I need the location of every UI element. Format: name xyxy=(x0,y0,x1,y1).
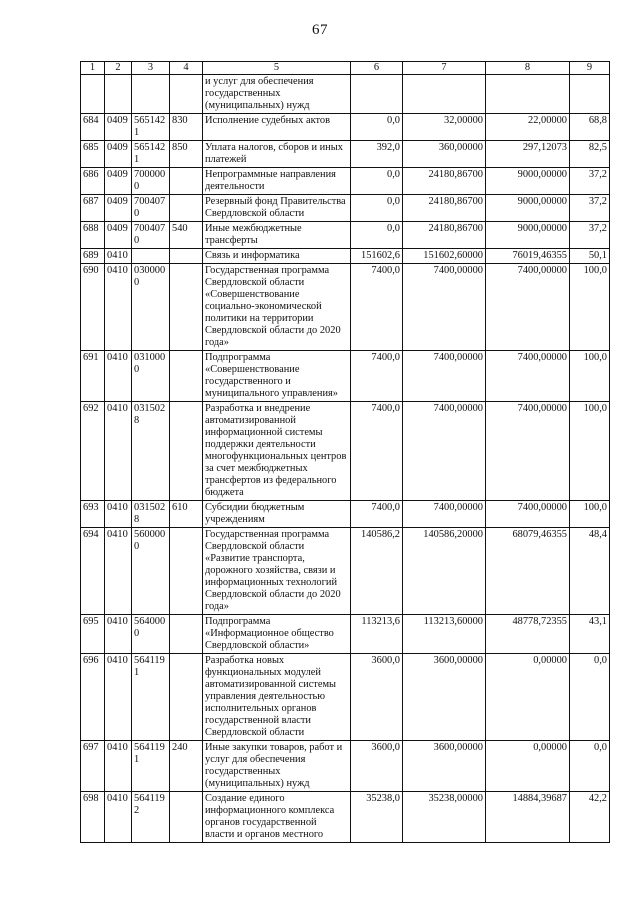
row-number: 694 xyxy=(81,528,105,615)
table-row xyxy=(81,741,610,792)
table-row xyxy=(81,615,610,654)
execution-percent: 100,0 xyxy=(570,402,610,501)
target-article-code: 5641191 xyxy=(132,741,170,792)
refined-amount: 3600,00000 xyxy=(403,741,486,792)
expense-type-code xyxy=(170,249,203,264)
col-header-1: 1 xyxy=(81,62,105,75)
refined-amount: 140586,20000 xyxy=(403,528,486,615)
row-number: 698 xyxy=(81,792,105,843)
item-name: и услуг для обеспечения государственных (муниципальных) нужд xyxy=(203,75,351,114)
item-name: Уплата налогов, сборов и иных платежей xyxy=(203,141,351,168)
target-article-code: 7004070 xyxy=(132,195,170,222)
row-number: 695 xyxy=(81,615,105,654)
refined-amount: 360,00000 xyxy=(403,141,486,168)
approved-amount: 3600,0 xyxy=(351,741,403,792)
col-header-8: 8 xyxy=(486,62,570,75)
expense-type-code xyxy=(170,792,203,843)
executed-amount: 9000,00000 xyxy=(486,222,570,249)
approved-amount: 392,0 xyxy=(351,141,403,168)
table-row xyxy=(81,654,610,741)
table-row xyxy=(81,75,610,114)
execution-percent: 100,0 xyxy=(570,264,610,351)
section-code: 0410 xyxy=(105,249,132,264)
target-article-code: 7000000 xyxy=(132,168,170,195)
execution-percent xyxy=(570,75,610,114)
col-header-6: 6 xyxy=(351,62,403,75)
target-article-code: 5641192 xyxy=(132,792,170,843)
refined-amount: 3600,00000 xyxy=(403,654,486,741)
section-code: 0410 xyxy=(105,741,132,792)
section-code: 0409 xyxy=(105,195,132,222)
row-number: 690 xyxy=(81,264,105,351)
row-number: 691 xyxy=(81,351,105,402)
table-row xyxy=(81,528,610,615)
item-name: Непрограммные направления деятельности xyxy=(203,168,351,195)
table-row xyxy=(81,402,610,501)
approved-amount: 0,0 xyxy=(351,195,403,222)
expense-type-code xyxy=(170,402,203,501)
col-header-5: 5 xyxy=(203,62,351,75)
table-row xyxy=(81,168,610,195)
executed-amount: 22,00000 xyxy=(486,114,570,141)
refined-amount: 7400,00000 xyxy=(403,351,486,402)
section-code: 0410 xyxy=(105,402,132,501)
target-article-code: 0310000 xyxy=(132,351,170,402)
table-row xyxy=(81,792,610,843)
item-name: Исполнение судебных актов xyxy=(203,114,351,141)
section-code: 0410 xyxy=(105,792,132,843)
item-name: Субсидии бюджетным учреждениям xyxy=(203,501,351,528)
execution-percent: 43,1 xyxy=(570,615,610,654)
header-row xyxy=(81,62,610,75)
approved-amount: 0,0 xyxy=(351,222,403,249)
row-number: 686 xyxy=(81,168,105,195)
row-number: 688 xyxy=(81,222,105,249)
refined-amount: 7400,00000 xyxy=(403,402,486,501)
item-name: Подпрограмма «Совершенствование государственного и муниципального управления» xyxy=(203,351,351,402)
approved-amount: 7400,0 xyxy=(351,351,403,402)
table-row xyxy=(81,249,610,264)
item-name: Разработка новых функциональных модулей автоматизированной системы управления деятельностью исполнительных органов государственной власти Свердловской области xyxy=(203,654,351,741)
refined-amount xyxy=(403,75,486,114)
target-article-code: 5651421 xyxy=(132,114,170,141)
table-row xyxy=(81,222,610,249)
item-name: Резервный фонд Правительства Свердловской области xyxy=(203,195,351,222)
expense-type-code xyxy=(170,351,203,402)
section-code: 0409 xyxy=(105,168,132,195)
table-row xyxy=(81,195,610,222)
item-name: Связь и информатика xyxy=(203,249,351,264)
approved-amount: 35238,0 xyxy=(351,792,403,843)
table-row xyxy=(81,501,610,528)
execution-percent: 0,0 xyxy=(570,654,610,741)
target-article-code: 0315028 xyxy=(132,501,170,528)
page-number: 67 xyxy=(312,22,328,38)
approved-amount: 3600,0 xyxy=(351,654,403,741)
row-number: 692 xyxy=(81,402,105,501)
section-code: 0409 xyxy=(105,141,132,168)
section-code: 0410 xyxy=(105,654,132,741)
execution-percent: 0,0 xyxy=(570,741,610,792)
executed-amount: 7400,00000 xyxy=(486,351,570,402)
expense-type-code: 830 xyxy=(170,114,203,141)
section-code: 0410 xyxy=(105,528,132,615)
section-code: 0409 xyxy=(105,114,132,141)
target-article-code: 5600000 xyxy=(132,528,170,615)
item-name: Создание единого информационного комплекса органов государственной власти и органов местного xyxy=(203,792,351,843)
refined-amount: 24180,86700 xyxy=(403,222,486,249)
target-article-code: 5651421 xyxy=(132,141,170,168)
executed-amount: 7400,00000 xyxy=(486,264,570,351)
item-name: Государственная программа Свердловской области «Развитие транспорта, дорожного хозяйства, связи и информационных технологий Свердловской области до 2020 года» xyxy=(203,528,351,615)
refined-amount: 113213,60000 xyxy=(403,615,486,654)
expense-type-code: 240 xyxy=(170,741,203,792)
target-article-code: 5641191 xyxy=(132,654,170,741)
expense-type-code xyxy=(170,168,203,195)
execution-percent: 68,8 xyxy=(570,114,610,141)
col-header-4: 4 xyxy=(170,62,203,75)
refined-amount: 35238,00000 xyxy=(403,792,486,843)
row-number: 687 xyxy=(81,195,105,222)
executed-amount: 9000,00000 xyxy=(486,195,570,222)
approved-amount: 7400,0 xyxy=(351,264,403,351)
executed-amount: 0,00000 xyxy=(486,741,570,792)
row-number: 689 xyxy=(81,249,105,264)
target-article-code xyxy=(132,75,170,114)
section-code xyxy=(105,75,132,114)
refined-amount: 32,00000 xyxy=(403,114,486,141)
executed-amount: 48778,72355 xyxy=(486,615,570,654)
table-row xyxy=(81,141,610,168)
expense-type-code xyxy=(170,528,203,615)
section-code: 0409 xyxy=(105,222,132,249)
execution-percent: 42,2 xyxy=(570,792,610,843)
item-name: Иные межбюджетные трансферты xyxy=(203,222,351,249)
executed-amount: 68079,46355 xyxy=(486,528,570,615)
expense-type-code: 850 xyxy=(170,141,203,168)
col-header-9: 9 xyxy=(570,62,610,75)
approved-amount: 7400,0 xyxy=(351,402,403,501)
approved-amount: 113213,6 xyxy=(351,615,403,654)
expense-type-code xyxy=(170,195,203,222)
approved-amount xyxy=(351,75,403,114)
row-number: 685 xyxy=(81,141,105,168)
expense-type-code xyxy=(170,615,203,654)
executed-amount: 7400,00000 xyxy=(486,402,570,501)
expense-type-code xyxy=(170,75,203,114)
expense-type-code: 540 xyxy=(170,222,203,249)
expense-type-code: 610 xyxy=(170,501,203,528)
refined-amount: 151602,60000 xyxy=(403,249,486,264)
executed-amount xyxy=(486,75,570,114)
target-article-code: 0315028 xyxy=(132,402,170,501)
row-number xyxy=(81,75,105,114)
refined-amount: 24180,86700 xyxy=(403,195,486,222)
row-number: 697 xyxy=(81,741,105,792)
approved-amount: 140586,2 xyxy=(351,528,403,615)
item-name: Разработка и внедрение автоматизированной информационной системы поддержки деятельности многофункциональных центров за счет межбюджетных трансфертов из федерального бюджета xyxy=(203,402,351,501)
expense-type-code xyxy=(170,264,203,351)
row-number: 684 xyxy=(81,114,105,141)
approved-amount: 0,0 xyxy=(351,168,403,195)
expense-type-code xyxy=(170,654,203,741)
executed-amount: 9000,00000 xyxy=(486,168,570,195)
execution-percent: 37,2 xyxy=(570,195,610,222)
executed-amount: 7400,00000 xyxy=(486,501,570,528)
execution-percent: 37,2 xyxy=(570,168,610,195)
refined-amount: 7400,00000 xyxy=(403,501,486,528)
col-header-7: 7 xyxy=(403,62,486,75)
col-header-2: 2 xyxy=(105,62,132,75)
table-row xyxy=(81,114,610,141)
execution-percent: 100,0 xyxy=(570,501,610,528)
section-code: 0410 xyxy=(105,351,132,402)
section-code: 0410 xyxy=(105,615,132,654)
item-name: Государственная программа Свердловской области «Совершенствование социально-экономической политики на территории Свердловской области до 2020 года» xyxy=(203,264,351,351)
budget-table xyxy=(80,61,610,843)
executed-amount: 76019,46355 xyxy=(486,249,570,264)
item-name: Подпрограмма «Информационное общество Свердловской области» xyxy=(203,615,351,654)
target-article-code: 5640000 xyxy=(132,615,170,654)
execution-percent: 48,4 xyxy=(570,528,610,615)
item-name: Иные закупки товаров, работ и услуг для обеспечения государственных (муниципальных) нужд xyxy=(203,741,351,792)
refined-amount: 24180,86700 xyxy=(403,168,486,195)
table-row xyxy=(81,351,610,402)
section-code: 0410 xyxy=(105,264,132,351)
executed-amount: 297,12073 xyxy=(486,141,570,168)
table-row xyxy=(81,264,610,351)
row-number: 693 xyxy=(81,501,105,528)
execution-percent: 100,0 xyxy=(570,351,610,402)
execution-percent: 37,2 xyxy=(570,222,610,249)
target-article-code: 7004070 xyxy=(132,222,170,249)
approved-amount: 151602,6 xyxy=(351,249,403,264)
refined-amount: 7400,00000 xyxy=(403,264,486,351)
target-article-code xyxy=(132,249,170,264)
approved-amount: 7400,0 xyxy=(351,501,403,528)
row-number: 696 xyxy=(81,654,105,741)
execution-percent: 50,1 xyxy=(570,249,610,264)
execution-percent: 82,5 xyxy=(570,141,610,168)
executed-amount: 0,00000 xyxy=(486,654,570,741)
approved-amount: 0,0 xyxy=(351,114,403,141)
target-article-code: 0300000 xyxy=(132,264,170,351)
col-header-3: 3 xyxy=(132,62,170,75)
section-code: 0410 xyxy=(105,501,132,528)
executed-amount: 14884,39687 xyxy=(486,792,570,843)
